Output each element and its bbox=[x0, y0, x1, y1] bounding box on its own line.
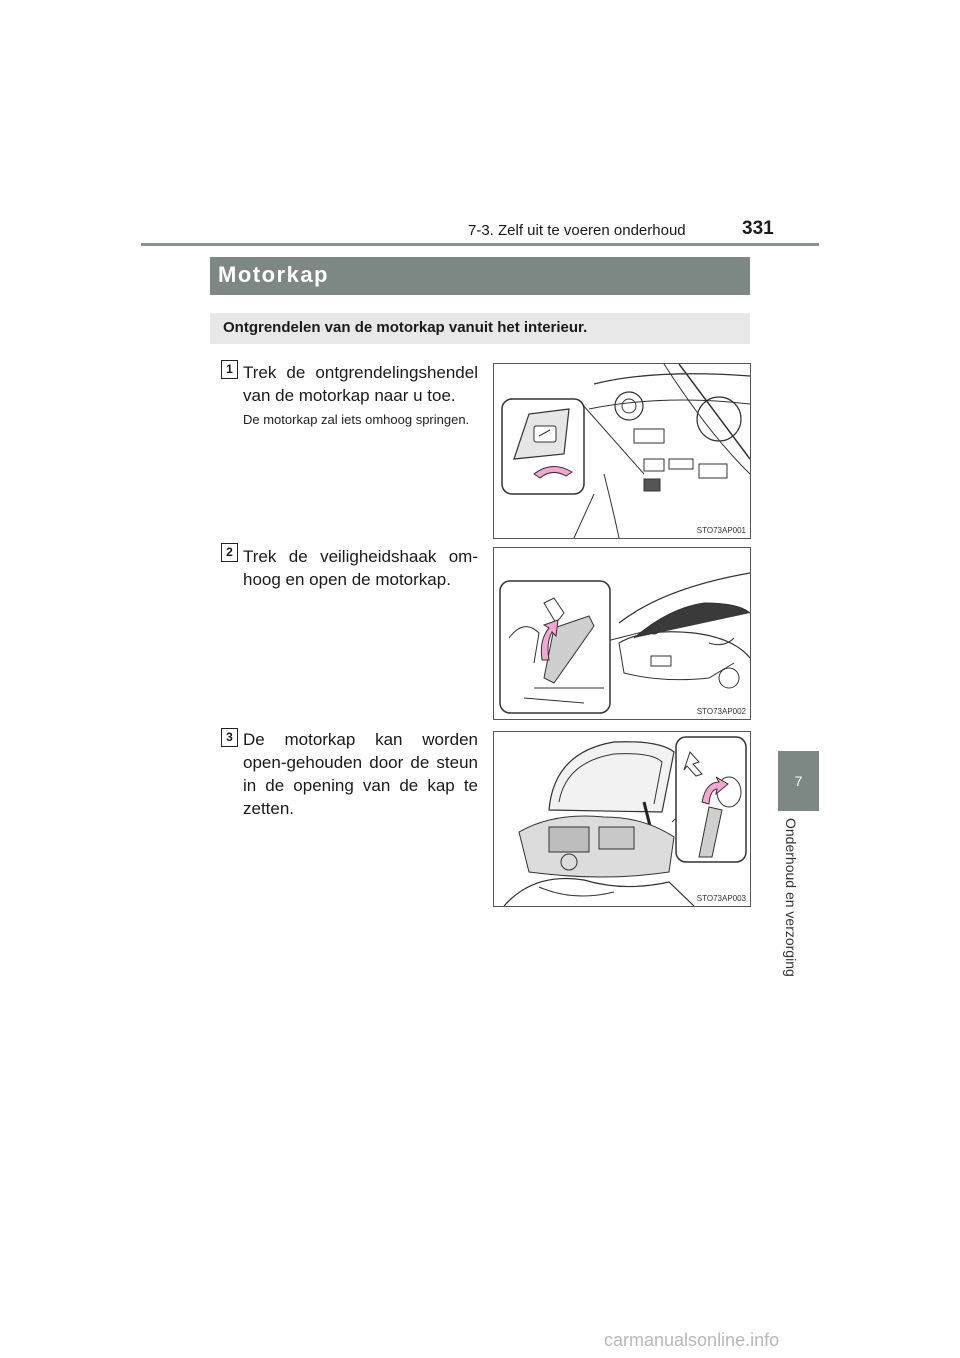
illustration-hood-support-rod bbox=[493, 731, 751, 907]
page-title: Motorkap bbox=[218, 262, 329, 287]
illustration-code-1: STO73AP001 bbox=[696, 526, 746, 535]
illustration-safety-catch bbox=[493, 547, 751, 720]
illustration-hood-release-lever bbox=[493, 363, 751, 539]
illustration-code-2: STO73AP002 bbox=[696, 707, 746, 716]
illustration-code-3: STO73AP003 bbox=[696, 894, 746, 903]
step-1-note: De motorkap zal iets omhoog springen. bbox=[243, 412, 470, 427]
step-3-number: 3 bbox=[221, 728, 238, 747]
chapter-label: Onderhoud en verzorging bbox=[783, 818, 799, 977]
title-bar bbox=[210, 257, 750, 295]
section-title: 7-3. Zelf uit te voeren onderhoud bbox=[468, 222, 686, 239]
step-2-text: Trek de veiligheidshaak om-hoog en open de motorkap. bbox=[243, 547, 478, 589]
step-3-text: De motorkap kan worden open-gehouden door de steun in de opening van de kap te zetten. bbox=[243, 730, 478, 818]
watermark: carmanualsonline.info bbox=[604, 1330, 780, 1350]
step-1-text: Trek de ontgrendelingshendel van de motorkap naar u toe. bbox=[243, 363, 478, 405]
subtitle: Ontgrendelen van de motorkap vanuit het interieur. bbox=[223, 319, 588, 336]
chapter-tab: 7 bbox=[778, 751, 819, 811]
subtitle-bar bbox=[210, 313, 750, 344]
step-2-number: 2 bbox=[221, 543, 238, 562]
header-divider bbox=[141, 243, 819, 246]
step-1-number: 1 bbox=[221, 360, 238, 379]
page-number: 331 bbox=[742, 218, 774, 239]
